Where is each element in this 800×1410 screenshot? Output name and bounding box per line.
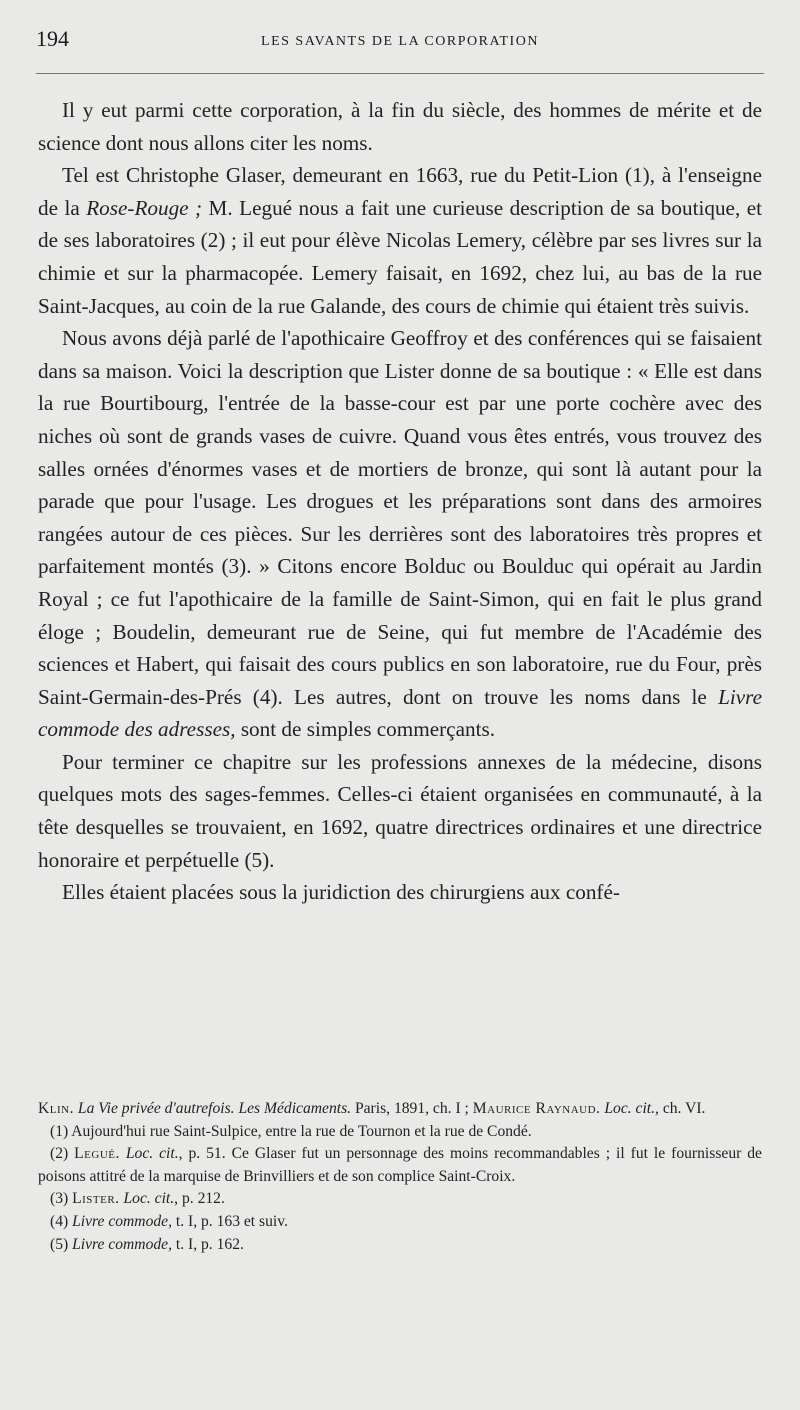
footnote-loc: Loc. cit. bbox=[604, 1100, 656, 1117]
footnote-text: Paris, 1891, ch. I ; bbox=[351, 1100, 473, 1117]
footnote-text: t. I, p. 162. bbox=[171, 1235, 244, 1253]
footnote-number: (5) bbox=[50, 1235, 73, 1253]
footnote-text: , p. 51. Ce Glaser fut un personnage des moins recommandables ; il fut le fournisseur de poisons attitré de la marquise de Brinvilliers et de son complice Saint-Croix. bbox=[38, 1145, 762, 1185]
paragraph-text: M. Legué nous a fait une curieuse description de sa boutique, et de ses laboratoires (2) ; il eut pour élève Nicolas Lemery, célèbre par ses livres sur la chimie et sur la pharmacopée. Lemery faisait, en 1692, chez lui, au bas de la rue Saint-Jacques, au coin de la rue Galande, des cours de chimie qui étaient très suivis. bbox=[38, 195, 762, 318]
footnote-author: Klin. bbox=[38, 1100, 74, 1117]
footnote-text: t. I, p. 163 et suiv. bbox=[171, 1212, 288, 1230]
footnote-author: Maurice Raynaud. bbox=[472, 1100, 601, 1117]
page-number: 194 bbox=[36, 26, 69, 51]
footnotes bbox=[38, 1098, 762, 1256]
footnote-title: Livre commode, bbox=[72, 1235, 172, 1253]
paragraph bbox=[38, 746, 762, 876]
footnote-author: Lister. bbox=[72, 1190, 120, 1208]
footnote-number: (2) bbox=[50, 1145, 75, 1163]
paragraph bbox=[38, 322, 762, 746]
paragraph bbox=[38, 876, 762, 909]
paragraph-text: Elles étaient placées sous la juridiction des chirurgiens aux confé- bbox=[62, 880, 620, 905]
paragraph-text: Pour terminer ce chapitre sur les professions annexes de la médecine, disons quelques mots des sages-femmes. Celles-ci étaient organisées en communauté, à la tête desquelles se trouvaient, en 1692, quatre directrices ordinaires et une directrice honoraire et perpétuelle (5). bbox=[38, 749, 762, 872]
paragraph-text: Nous avons déjà parlé de l'apothicaire Geoffroy et des conférences qui se faisaient dans sa maison. Voici la description que Lister donne de sa boutique : « Elle est dans la rue Bourtibourg, l'entrée de la basse-cour est par une porte cochère avec des niches où sont de grands vases de cuivre. Quand vous êtes entrés, vous trouvez des salles ornées d'énormes vases et de mortiers de bronze, qui sont là autant pour la parade que pour l'usage. Les drogues et les préparations sont dans des armoires rangées autour de ces pièces. Sur les derrières sont des laboratoires très propres et parfaitement montés (3). » Citons encore Bolduc ou Boulduc qui opérait au Jardin Royal ; ce fut l'apothicaire de la famille de Saint-Simon, qui en fait le plus grand éloge ; Boudelin, demeurant rue de Seine, qui fut membre de l'Académie des sciences et Habert, qui faisait des cours publics en son laboratoire, rue du Four, près Saint-Germain-des-Prés (4). Les autres, dont on trouve les noms dans le bbox=[38, 326, 762, 709]
footnote-loc: Loc. cit. bbox=[123, 1190, 175, 1208]
footnote-3 bbox=[38, 1188, 762, 1211]
footnote-4 bbox=[38, 1211, 762, 1234]
footnote-2 bbox=[38, 1143, 762, 1188]
header-rule bbox=[36, 73, 764, 74]
footnote-text: (1) Aujourd'hui rue Saint-Sulpice, entre la rue de Tournon et la rue de Condé. bbox=[50, 1122, 532, 1140]
footnote-text: , ch. VI. bbox=[655, 1100, 706, 1117]
footnote-text: , p. 212. bbox=[174, 1190, 225, 1208]
paragraph bbox=[38, 159, 762, 322]
footnote-5 bbox=[38, 1234, 762, 1257]
italic-text: Rose-Rouge ; bbox=[86, 195, 203, 220]
footnote-title: Livre commode, bbox=[72, 1212, 172, 1230]
footnote-number: (3) bbox=[50, 1190, 73, 1208]
page-header bbox=[36, 26, 764, 58]
running-head: LES SAVANTS DE LA CORPORATION bbox=[261, 34, 539, 49]
paragraph-text: sont de simples commerçants. bbox=[235, 717, 496, 742]
paragraph-text: Il y eut parmi cette corporation, à la fin du siècle, des hommes de mérite et de science dont nous allons citer les noms. bbox=[38, 98, 762, 155]
body-text bbox=[38, 94, 762, 909]
paragraph-text: Tel est Christophe Glaser, demeurant en 1663, rue du Petit-Lion (1), à l'enseigne de la bbox=[38, 163, 762, 220]
footnote-continuation bbox=[38, 1098, 762, 1121]
footnote-title: La Vie privée d'autrefois. Les Médicaments. bbox=[77, 1100, 352, 1117]
italic-text: Livre commode des adresses, bbox=[38, 684, 762, 742]
footnote-number: (4) bbox=[50, 1212, 73, 1230]
footnote-author: Legué. bbox=[74, 1145, 120, 1163]
footnote-loc: Loc. cit. bbox=[125, 1145, 179, 1163]
paragraph bbox=[38, 94, 762, 159]
footnote-1 bbox=[38, 1121, 762, 1144]
